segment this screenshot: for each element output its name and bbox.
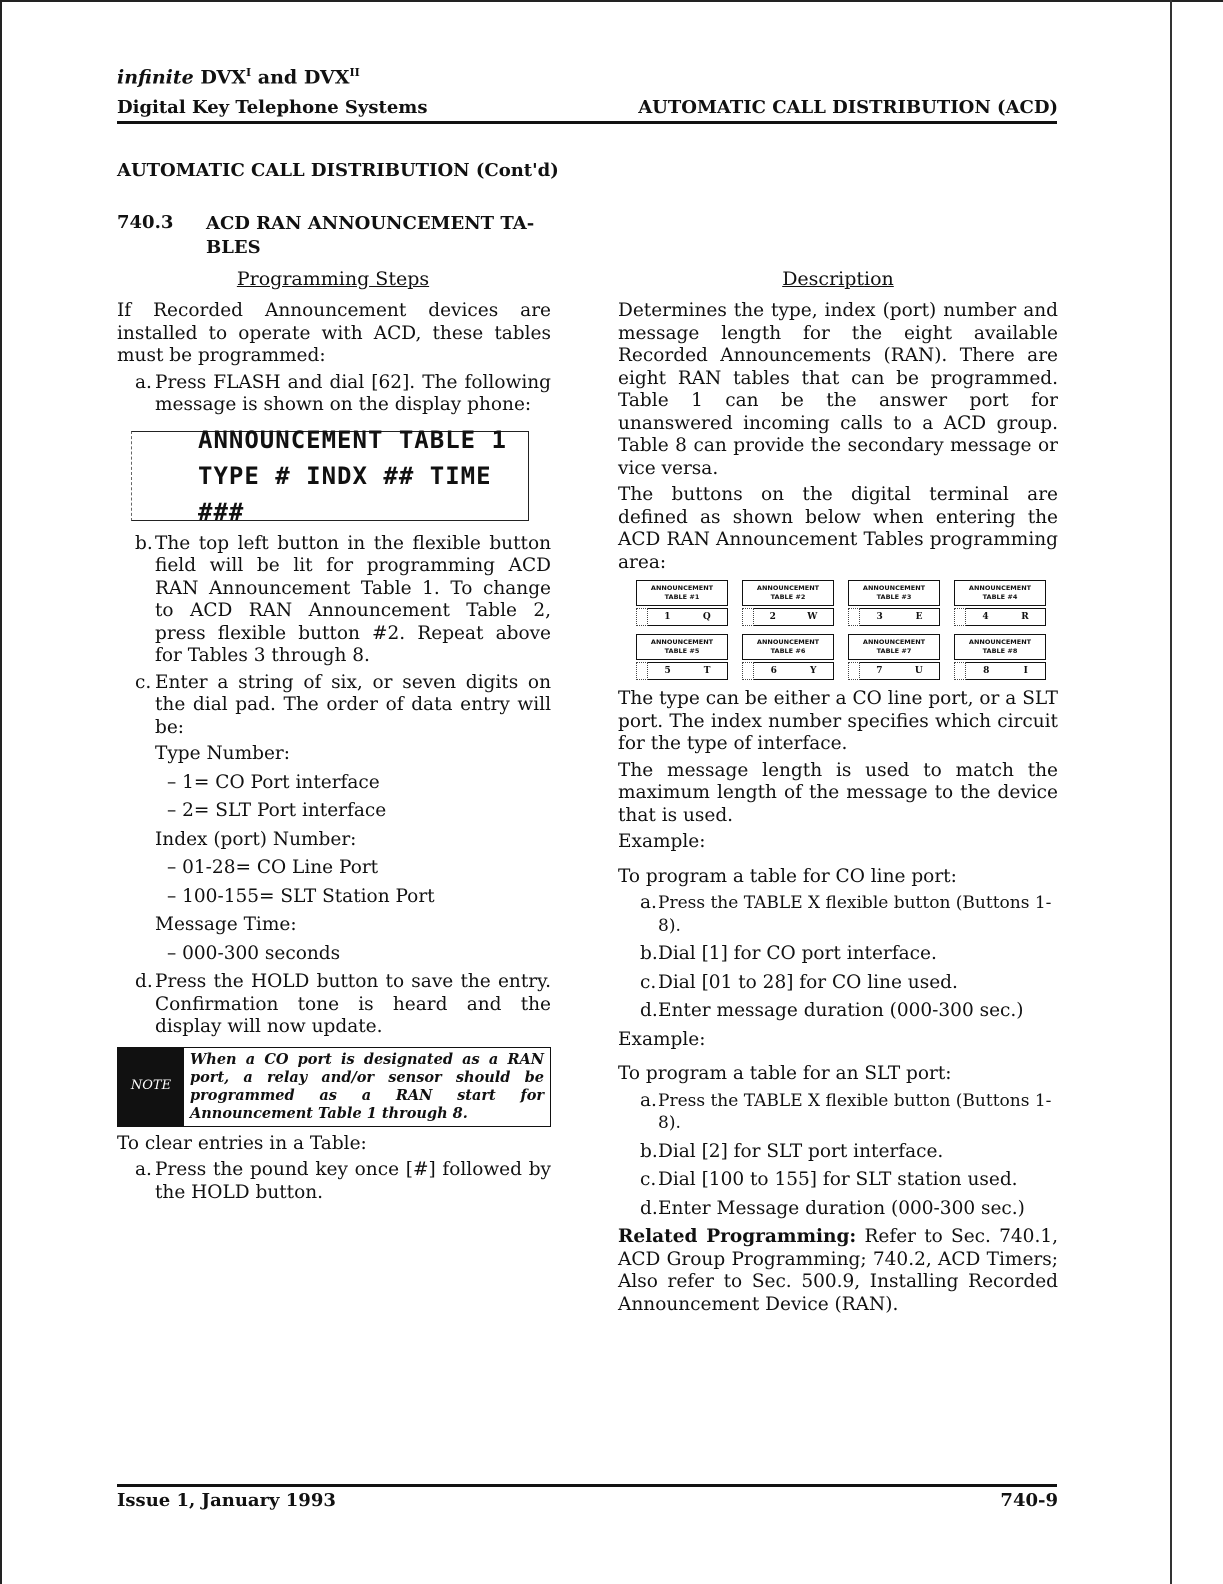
button-led bbox=[636, 608, 648, 626]
description-p2: The buttons on the digital terminal are defined as shown below when entering the ACD RAN Announcement Tables programming area: bbox=[618, 484, 1058, 573]
slt-step-d: d. Enter Message duration (000-300 sec.) bbox=[640, 1197, 1025, 1219]
time-option-1: – 000-300 seconds bbox=[117, 943, 551, 966]
step-d-text: Press the HOLD button to save the entry. Confirmation tone is heard and the display will now update. bbox=[155, 971, 551, 1037]
button-keys: 4 R bbox=[966, 608, 1046, 626]
co-step-d: d. Enter message duration (000-300 sec.) bbox=[640, 1000, 1024, 1021]
button-label: ANNOUNCEMENT TABLE #1 bbox=[636, 580, 728, 606]
message-time-label: Message Time: bbox=[155, 914, 297, 935]
step-d-label: d. bbox=[135, 971, 153, 992]
co-step-b: b. Dial [1] for CO port interface. bbox=[640, 943, 937, 964]
announcement-table-button bbox=[954, 634, 1046, 680]
clear-step-a bbox=[117, 1159, 551, 1204]
button-label: ANNOUNCEMENT TABLE #7 bbox=[848, 634, 940, 660]
co-heading: To program a table for CO line port: bbox=[618, 865, 957, 887]
product-a: DVX bbox=[200, 66, 247, 89]
example-label-2: Example: bbox=[618, 1028, 706, 1050]
footer-issue: Issue 1, January 1993 bbox=[117, 1490, 336, 1511]
page-top-edge bbox=[0, 0, 1223, 2]
slt-heading: To program a table for an SLT port: bbox=[618, 1063, 952, 1084]
header-section-title: AUTOMATIC CALL DISTRIBUTION (ACD) bbox=[638, 97, 1058, 118]
button-keys: 5 T bbox=[648, 662, 728, 680]
type-option-1: – 1= CO Port interface bbox=[117, 772, 551, 795]
button-keys: 1 Q bbox=[648, 608, 728, 626]
button-keys: 8 I bbox=[966, 662, 1046, 680]
programming-steps-heading: Programming Steps bbox=[236, 268, 430, 290]
footer-rule bbox=[117, 1484, 1057, 1487]
page-left-edge bbox=[0, 0, 2, 1584]
brand-name: infinite bbox=[117, 66, 194, 89]
step-a-text: Press FLASH and dial [62]. The following message is shown on the display phone: bbox=[155, 371, 551, 415]
button-keys: 2 W bbox=[754, 608, 834, 626]
step-d bbox=[117, 971, 551, 1039]
clear-heading: To clear entries in a Table: bbox=[117, 1132, 367, 1154]
button-label: ANNOUNCEMENT TABLE #6 bbox=[742, 634, 834, 660]
description-p4: The message length is used to match the maximum length of the message to the device that is used. bbox=[618, 759, 1058, 826]
announcement-table-button bbox=[742, 580, 834, 626]
section-title: ACD RAN ANNOUNCEMENT TA-BLES bbox=[206, 213, 535, 258]
section-number: 740.3 bbox=[117, 212, 174, 233]
header-subtitle: Digital Key Telephone Systems bbox=[117, 97, 428, 118]
button-label: ANNOUNCEMENT TABLE #3 bbox=[848, 580, 940, 606]
button-led bbox=[848, 608, 860, 626]
button-led bbox=[848, 662, 860, 680]
left-column bbox=[117, 300, 551, 1208]
step-b-text: The top left button in the flexible button field will be lit for programming ACD RAN Announcement Table 1. To change to ACD RAN Announcement Table 2, press flexible button #2. Repeat above for Tables 3 through 8. bbox=[155, 532, 551, 666]
related-programming bbox=[618, 1226, 1058, 1316]
step-c bbox=[117, 672, 551, 740]
index-option-1: – 01-28= CO Line Port bbox=[117, 857, 551, 880]
step-c-text: Enter a string of six, or seven digits on the dial pad. The order of data entry will be: bbox=[155, 671, 551, 738]
header-product-line bbox=[117, 66, 360, 88]
button-label: ANNOUNCEMENT TABLE #8 bbox=[954, 634, 1046, 660]
button-led bbox=[742, 662, 754, 680]
step-b bbox=[117, 533, 551, 668]
page-right-edge bbox=[1170, 0, 1172, 1584]
announcement-table-button bbox=[954, 580, 1046, 626]
note-text: When a CO port is designated as a RAN port, a relay and/or sensor should be programmed as a RAN start for Announcement Table 1 through 8. bbox=[190, 1050, 544, 1122]
display-line-2: TYPE # INDX ## TIME ### bbox=[198, 461, 492, 526]
intro-text: If Recorded Announcement devices are installed to operate with ACD, these tables must be programmed: bbox=[117, 300, 551, 366]
button-keys: 6 Y bbox=[754, 662, 834, 680]
slt-step-c: c. Dial [100 to 155] for SLT station used. bbox=[640, 1169, 1018, 1190]
footer-page-number: 740-9 bbox=[1000, 1490, 1058, 1511]
announcement-table-button bbox=[742, 634, 834, 680]
index-number-label: Index (port) Number: bbox=[155, 828, 357, 850]
index-option-2: – 100-155= SLT Station Port bbox=[117, 886, 551, 909]
type-number-label: Type Number: bbox=[155, 743, 290, 764]
button-label: ANNOUNCEMENT TABLE #5 bbox=[636, 634, 728, 660]
related-text: Refer to Sec. 740.1, ACD Group Programming; 740.2, ACD Timers; Also refer to Sec. 500.9, Installing Recorded Announcement Device (RAN). bbox=[618, 1226, 1058, 1315]
announcement-table-button bbox=[636, 580, 728, 626]
description-p3: The type can be either a CO line port, or a SLT port. The index number specifies which circuit for the type of interface. bbox=[618, 688, 1058, 754]
product-b-sup: II bbox=[349, 66, 360, 79]
display-phone-screen bbox=[131, 425, 529, 526]
product-a-sup: I bbox=[246, 66, 252, 79]
slt-step-b: b. Dial [2] for SLT port interface. bbox=[640, 1140, 944, 1162]
announcement-table-button bbox=[636, 634, 728, 680]
header-rule bbox=[117, 121, 1057, 124]
button-keys: 7 U bbox=[860, 662, 940, 680]
step-a-label: a. bbox=[135, 371, 152, 393]
button-keys: 3 E bbox=[860, 608, 940, 626]
button-led bbox=[954, 662, 966, 680]
announcement-button-grid bbox=[636, 580, 1058, 680]
announcement-table-button bbox=[848, 580, 940, 626]
step-c-label: c. bbox=[135, 671, 152, 693]
announcement-table-button bbox=[848, 634, 940, 680]
button-led bbox=[636, 662, 648, 680]
example-label-1: Example: bbox=[618, 831, 706, 852]
display-line-1: ANNOUNCEMENT TABLE 1 bbox=[198, 425, 507, 454]
description-p1: Determines the type, index (port) number and message length for the eight available Recorded Announcements (RAN). There are eight RAN tables that can be programmed. Table 1 can be the answer port for unanswered incoming calls to a ACD group. Table 8 can provide the secondary message or vice versa. bbox=[618, 300, 1058, 479]
step-a bbox=[117, 372, 551, 417]
note-tag: NOTE bbox=[118, 1048, 184, 1126]
related-label: Related Programming: bbox=[618, 1226, 857, 1247]
description-heading: Description bbox=[782, 268, 894, 290]
clear-step-a-text: Press the pound key once [#] followed by the HOLD button. bbox=[155, 1159, 551, 1203]
button-label: ANNOUNCEMENT TABLE #2 bbox=[742, 580, 834, 606]
button-led bbox=[954, 608, 966, 626]
co-step-c: c. Dial [01 to 28] for CO line used. bbox=[640, 971, 958, 993]
note-box bbox=[117, 1047, 551, 1127]
step-b-label: b. bbox=[135, 532, 153, 554]
product-b: DVX bbox=[303, 66, 350, 89]
type-option-2: – 2= SLT Port interface bbox=[117, 800, 551, 823]
co-step-a: a. Press the TABLE X flexible button (Buttons 1-8). bbox=[640, 892, 1052, 936]
right-column bbox=[618, 300, 1058, 1320]
product-and: and bbox=[257, 66, 298, 89]
slt-step-a: a. Press the TABLE X flexible button (Buttons 1-8). bbox=[640, 1089, 1052, 1133]
button-label: ANNOUNCEMENT TABLE #4 bbox=[954, 580, 1046, 606]
clear-step-a-label: a. bbox=[135, 1159, 152, 1180]
continued-title: AUTOMATIC CALL DISTRIBUTION (Cont'd) bbox=[117, 160, 559, 181]
button-led bbox=[742, 608, 754, 626]
